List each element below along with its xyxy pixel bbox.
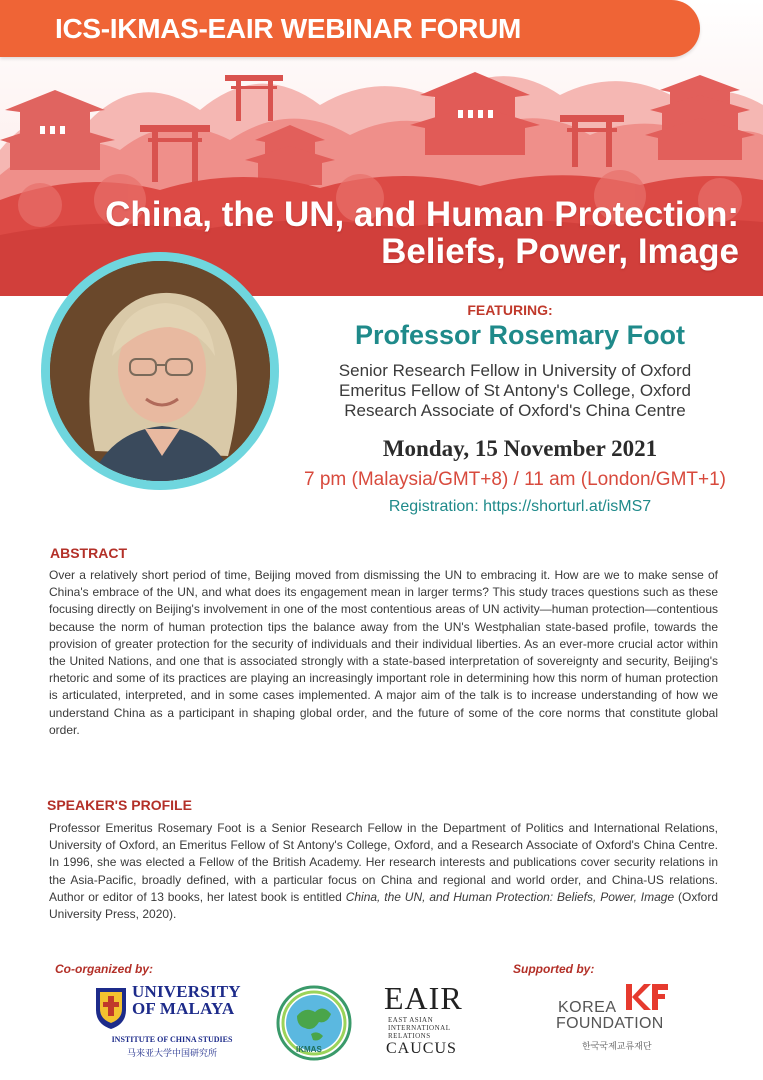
um-name bbox=[132, 983, 241, 1017]
ikmas-label: IKMAS bbox=[296, 1045, 322, 1054]
kf-korea-label: KOREA bbox=[558, 999, 617, 1016]
speaker-photo bbox=[50, 261, 270, 481]
coorganized-label: Co-organized by: bbox=[55, 962, 153, 976]
kf-korean-label: 한국국제교류재단 bbox=[582, 1042, 652, 1052]
event-date: Monday, 15 November 2021 bbox=[382, 436, 658, 461]
speaker-portrait-illustration bbox=[50, 261, 270, 481]
featuring-label: FEATURING: bbox=[467, 302, 553, 318]
speaker-role-2: Emeritus Fellow of St Antony's College, Oxford bbox=[339, 381, 691, 400]
um-crest-icon bbox=[94, 986, 128, 1030]
kf-mark-icon bbox=[626, 984, 668, 1010]
forum-label: ICS-IKMAS-EAIR WEBINAR FORUM bbox=[55, 13, 522, 44]
profile-book-title: China, the UN, and Human Protection: Beliefs, Power, Image bbox=[345, 889, 675, 904]
um-name-line-2: OF MALAYA bbox=[132, 999, 235, 1018]
profile-text bbox=[49, 820, 718, 923]
event-title-line-2: Beliefs, Power, Image bbox=[381, 232, 739, 271]
registration-link[interactable]: Registration: https://shorturl.at/isMS7 bbox=[388, 498, 652, 515]
korea-foundation-logo bbox=[556, 984, 676, 1054]
speaker-photo-frame bbox=[41, 252, 279, 490]
abstract-heading: ABSTRACT bbox=[50, 545, 127, 561]
eair-caucus-label: CAUCUS bbox=[386, 1040, 457, 1057]
event-time: 7 pm (Malaysia/GMT+8) / 11 am (London/GMT+1) bbox=[303, 469, 727, 490]
profile-heading: SPEAKER'S PROFILE bbox=[47, 797, 192, 813]
eair-caucus-logo bbox=[384, 982, 474, 1062]
abstract-text: Over a relatively short period of time, Beijing moved from dismissing the UN to embracing it. How are we to make sense of China's embrace of the UN, and what does its engagement mean in larger terms? This study traces questions such as these focusing directly on Beijing's involvement in one of the most contentious areas of UN activity—human protection—contentious because the norm of human protection tips the balance away from the UN's Westphalian state-based profile, towards the provision of greater protection for the security of individuals and their individual liberties. As an ever-more crucial actor within the United Nations, and one that is associated strongly with a state-based interpretation of sovereignty and security, Beijing's rhetoric and some of its practices are playing an increasingly important role in determining how this norm of human protection is articulated, interpreted, and in some cases implemented. A major aim of the talk is to increase understanding of how we understand China as a participant in shaping global order, and the future of some of the core norms that constitute global order. bbox=[49, 568, 718, 737]
profile-text-end: (Oxford University Press, 2020). bbox=[49, 889, 718, 922]
header-banner bbox=[0, 0, 763, 296]
kf-foundation-label: FOUNDATION bbox=[556, 1015, 664, 1032]
eair-subtitle-line-1: EAST ASIAN bbox=[388, 1016, 434, 1024]
speaker-role-1: Senior Research Fellow in University of Oxford bbox=[338, 361, 692, 380]
event-title-line-1: China, the UN, and Human Protection: bbox=[105, 195, 739, 234]
um-chinese-label: 马来亚大学中国研究所 bbox=[126, 1049, 217, 1059]
speaker-name: Professor Rosemary Foot bbox=[354, 320, 686, 350]
supported-label: Supported by: bbox=[513, 962, 595, 976]
eair-wordmark: EAIR bbox=[384, 980, 463, 1016]
speaker-role-3: Research Associate of Oxford's China Centre bbox=[344, 401, 686, 420]
forum-tab bbox=[0, 0, 700, 57]
eair-subtitle-line-2: INTERNATIONAL bbox=[388, 1024, 451, 1032]
eair-subtitle-line-3: RELATIONS bbox=[388, 1032, 431, 1040]
profile-text-main: Professor Emeritus Rosemary Foot is a Senior Research Fellow in the Department of Politics and International Relations, University of Oxford, an Emeritus Fellow of St Antony's College, Oxford, and a Research Associate of Oxford's China Centre. In 1996, she was elected a Fellow of the British Academy. Her research interests and publications cover security relations in the Asia-Pacific, broadly defined, with a particular focus on China and regional and world order, and China-US relations. Author or editor of 13 books, her latest book is entitled bbox=[49, 821, 718, 904]
eair-subtitle bbox=[388, 1016, 451, 1040]
um-ics-label: INSTITUTE OF CHINA STUDIES bbox=[111, 1035, 233, 1044]
um-name-line-1: UNIVERSITY bbox=[132, 982, 241, 1001]
university-of-malaya-logo bbox=[92, 980, 242, 1060]
